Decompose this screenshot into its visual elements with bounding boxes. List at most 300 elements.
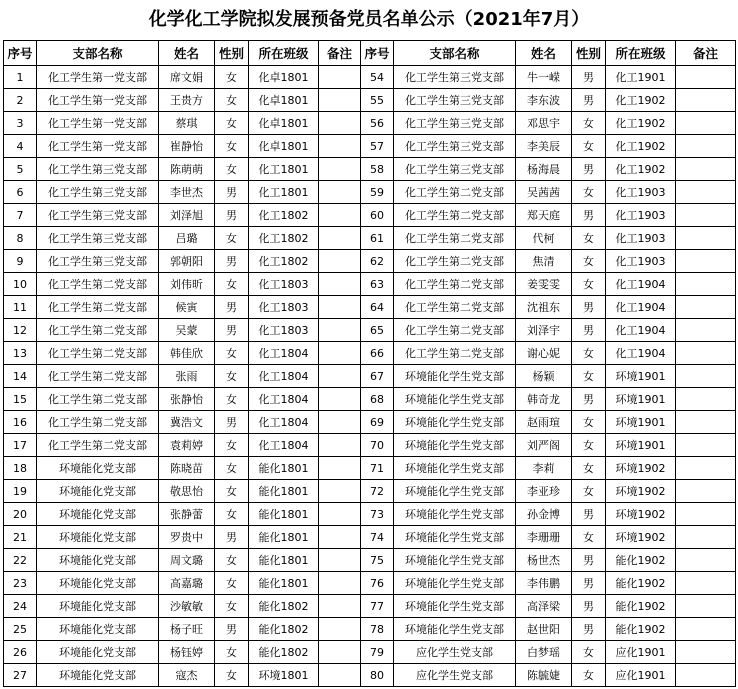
cell-name: 沙敏敏 [159, 595, 215, 618]
cell-class: 化工1804 [249, 365, 319, 388]
cell-name: 高嘉璐 [159, 572, 215, 595]
cell-branch: 化工学生第二党支部 [394, 204, 516, 227]
cell-remark [319, 342, 361, 365]
cell-name: 李珊珊 [516, 526, 572, 549]
table-row [4, 296, 736, 319]
cell-class: 能化1902 [606, 572, 676, 595]
cell-branch: 环境能化学生党支部 [394, 526, 516, 549]
cell-index: 56 [361, 112, 394, 135]
table-row [4, 135, 736, 158]
cell-index: 59 [361, 181, 394, 204]
cell-class: 化工1803 [249, 296, 319, 319]
cell-remark [319, 112, 361, 135]
cell-gender: 女 [215, 112, 249, 135]
cell-branch: 环境能化党支部 [37, 480, 159, 503]
cell-index: 61 [361, 227, 394, 250]
cell-gender: 女 [572, 457, 606, 480]
cell-class: 能化1801 [249, 572, 319, 595]
cell-gender: 男 [572, 66, 606, 89]
table-row [4, 273, 736, 296]
cell-name: 李世杰 [159, 181, 215, 204]
cell-branch: 化工学生第二党支部 [394, 342, 516, 365]
cell-remark [319, 89, 361, 112]
cell-name: 候寅 [159, 296, 215, 319]
cell-class: 环境1901 [606, 388, 676, 411]
cell-gender: 男 [572, 572, 606, 595]
cell-branch: 化工学生第三党支部 [394, 112, 516, 135]
cell-index: 23 [4, 572, 37, 595]
cell-remark [676, 618, 736, 641]
cell-index: 74 [361, 526, 394, 549]
cell-name: 寇杰 [159, 664, 215, 687]
cell-branch: 环境能化党支部 [37, 572, 159, 595]
cell-class: 化卓1801 [249, 66, 319, 89]
cell-remark [319, 549, 361, 572]
cell-class: 环境1902 [606, 503, 676, 526]
cell-name: 白梦瑶 [516, 641, 572, 664]
cell-class: 环境1901 [606, 434, 676, 457]
cell-remark [319, 457, 361, 480]
cell-name: 吕璐 [159, 227, 215, 250]
cell-remark [319, 273, 361, 296]
cell-branch: 化工学生第二党支部 [394, 296, 516, 319]
cell-index: 76 [361, 572, 394, 595]
cell-name: 孙金博 [516, 503, 572, 526]
cell-branch: 化工学生第二党支部 [394, 273, 516, 296]
cell-index: 12 [4, 319, 37, 342]
cell-remark [676, 273, 736, 296]
cell-gender: 男 [215, 411, 249, 434]
cell-gender: 男 [572, 89, 606, 112]
cell-gender: 男 [572, 618, 606, 641]
cell-class: 能化1802 [249, 641, 319, 664]
cell-index: 17 [4, 434, 37, 457]
cell-remark [319, 595, 361, 618]
cell-class: 能化1902 [606, 549, 676, 572]
table-row [4, 204, 736, 227]
cell-class: 化工1902 [606, 135, 676, 158]
cell-index: 7 [4, 204, 37, 227]
cell-index: 55 [361, 89, 394, 112]
cell-branch: 环境能化党支部 [37, 664, 159, 687]
cell-branch: 化工学生第二党支部 [394, 227, 516, 250]
cell-index: 77 [361, 595, 394, 618]
cell-remark [319, 526, 361, 549]
cell-name: 敬思怡 [159, 480, 215, 503]
cell-name: 张静蕾 [159, 503, 215, 526]
cell-gender: 女 [215, 572, 249, 595]
cell-class: 化工1903 [606, 204, 676, 227]
cell-gender: 女 [215, 89, 249, 112]
table-row [4, 66, 736, 89]
cell-gender: 女 [572, 181, 606, 204]
cell-gender: 女 [572, 227, 606, 250]
header-index: 序号 [361, 41, 394, 66]
cell-branch: 化工学生第三党支部 [394, 89, 516, 112]
cell-class: 化工1802 [249, 204, 319, 227]
cell-gender: 女 [572, 526, 606, 549]
table-row [4, 526, 736, 549]
cell-remark [319, 388, 361, 411]
cell-branch: 化工学生第三党支部 [37, 250, 159, 273]
cell-index: 66 [361, 342, 394, 365]
cell-gender: 女 [572, 434, 606, 457]
cell-gender: 男 [215, 181, 249, 204]
cell-class: 化卓1801 [249, 135, 319, 158]
cell-remark [319, 411, 361, 434]
cell-branch: 化工学生第二党支部 [394, 250, 516, 273]
cell-name: 杨钰婷 [159, 641, 215, 664]
cell-gender: 男 [215, 204, 249, 227]
cell-gender: 女 [215, 503, 249, 526]
cell-class: 能化1802 [249, 595, 319, 618]
cell-gender: 女 [572, 411, 606, 434]
header-gender: 性别 [572, 41, 606, 66]
cell-branch: 环境能化学生党支部 [394, 618, 516, 641]
cell-index: 18 [4, 457, 37, 480]
table-row [4, 664, 736, 687]
cell-name: 崔静怡 [159, 135, 215, 158]
cell-name: 李亚珍 [516, 480, 572, 503]
cell-branch: 环境能化学生党支部 [394, 457, 516, 480]
cell-index: 70 [361, 434, 394, 457]
cell-branch: 环境能化学生党支部 [394, 480, 516, 503]
cell-remark [319, 503, 361, 526]
cell-class: 应化1901 [606, 664, 676, 687]
cell-remark [319, 480, 361, 503]
cell-index: 72 [361, 480, 394, 503]
cell-index: 3 [4, 112, 37, 135]
cell-gender: 女 [215, 388, 249, 411]
cell-class: 环境1901 [606, 411, 676, 434]
cell-gender: 女 [215, 365, 249, 388]
cell-remark [676, 342, 736, 365]
cell-class: 能化1801 [249, 526, 319, 549]
cell-index: 14 [4, 365, 37, 388]
cell-index: 57 [361, 135, 394, 158]
cell-class: 化工1903 [606, 227, 676, 250]
cell-name: 吴蒙 [159, 319, 215, 342]
cell-gender: 女 [215, 227, 249, 250]
cell-branch: 化工学生第二党支部 [37, 342, 159, 365]
cell-remark [676, 204, 736, 227]
cell-branch: 应化学生党支部 [394, 641, 516, 664]
cell-gender: 男 [215, 618, 249, 641]
cell-class: 应化1901 [606, 641, 676, 664]
cell-name: 王贵方 [159, 89, 215, 112]
header-branch: 支部名称 [37, 41, 159, 66]
cell-index: 67 [361, 365, 394, 388]
table-row [4, 89, 736, 112]
table-row [4, 618, 736, 641]
cell-branch: 化工学生第二党支部 [37, 365, 159, 388]
cell-index: 71 [361, 457, 394, 480]
cell-index: 27 [4, 664, 37, 687]
table-row [4, 112, 736, 135]
cell-index: 20 [4, 503, 37, 526]
cell-index: 6 [4, 181, 37, 204]
cell-index: 8 [4, 227, 37, 250]
cell-remark [319, 204, 361, 227]
cell-name: 李莉 [516, 457, 572, 480]
cell-class: 化工1904 [606, 319, 676, 342]
table-row [4, 572, 736, 595]
cell-name: 刘严阁 [516, 434, 572, 457]
header-branch: 支部名称 [394, 41, 516, 66]
cell-name: 姜雯雯 [516, 273, 572, 296]
cell-remark [676, 641, 736, 664]
table-row [4, 158, 736, 181]
cell-gender: 女 [572, 342, 606, 365]
cell-index: 64 [361, 296, 394, 319]
cell-name: 张静怡 [159, 388, 215, 411]
cell-branch: 环境能化党支部 [37, 641, 159, 664]
cell-class: 能化1801 [249, 480, 319, 503]
cell-gender: 男 [215, 526, 249, 549]
cell-remark [676, 296, 736, 319]
cell-remark [676, 411, 736, 434]
cell-class: 化工1802 [249, 227, 319, 250]
cell-index: 22 [4, 549, 37, 572]
cell-index: 54 [361, 66, 394, 89]
header-name: 姓名 [159, 41, 215, 66]
cell-name: 刘泽旭 [159, 204, 215, 227]
roster-table [3, 40, 736, 687]
cell-name: 高泽梁 [516, 595, 572, 618]
cell-gender: 女 [572, 664, 606, 687]
cell-gender: 女 [215, 595, 249, 618]
cell-gender: 女 [215, 158, 249, 181]
cell-index: 73 [361, 503, 394, 526]
cell-remark [676, 480, 736, 503]
cell-class: 化工1903 [606, 250, 676, 273]
cell-branch: 化工学生第二党支部 [37, 411, 159, 434]
cell-index: 63 [361, 273, 394, 296]
cell-remark [676, 664, 736, 687]
cell-remark [676, 572, 736, 595]
table-row [4, 457, 736, 480]
cell-gender: 男 [572, 549, 606, 572]
cell-class: 环境1801 [249, 664, 319, 687]
cell-gender: 男 [572, 204, 606, 227]
cell-index: 25 [4, 618, 37, 641]
cell-gender: 女 [572, 112, 606, 135]
cell-gender: 男 [572, 319, 606, 342]
cell-name: 焦清 [516, 250, 572, 273]
table-row [4, 319, 736, 342]
cell-gender: 女 [215, 457, 249, 480]
cell-class: 化工1801 [249, 181, 319, 204]
cell-branch: 化工学生第二党支部 [37, 434, 159, 457]
header-name: 姓名 [516, 41, 572, 66]
cell-remark [676, 365, 736, 388]
table-row [4, 641, 736, 664]
cell-name: 郑天庭 [516, 204, 572, 227]
cell-remark [319, 158, 361, 181]
cell-remark [676, 250, 736, 273]
cell-name: 吴茜茜 [516, 181, 572, 204]
cell-branch: 化工学生第二党支部 [394, 181, 516, 204]
cell-branch: 环境能化学生党支部 [394, 503, 516, 526]
cell-class: 能化1902 [606, 595, 676, 618]
cell-class: 环境1902 [606, 457, 676, 480]
cell-name: 郭朝阳 [159, 250, 215, 273]
cell-remark [319, 135, 361, 158]
cell-gender: 男 [572, 595, 606, 618]
cell-remark [319, 296, 361, 319]
cell-branch: 环境能化学生党支部 [394, 549, 516, 572]
cell-branch: 化工学生第三党支部 [37, 227, 159, 250]
cell-class: 化工1804 [249, 342, 319, 365]
cell-index: 9 [4, 250, 37, 273]
cell-class: 化工1904 [606, 296, 676, 319]
header-gender: 性别 [215, 41, 249, 66]
cell-index: 60 [361, 204, 394, 227]
cell-index: 65 [361, 319, 394, 342]
cell-gender: 男 [572, 503, 606, 526]
table-row [4, 434, 736, 457]
cell-name: 牛一嵘 [516, 66, 572, 89]
cell-index: 16 [4, 411, 37, 434]
cell-remark [676, 457, 736, 480]
table-row [4, 388, 736, 411]
cell-gender: 女 [215, 273, 249, 296]
cell-name: 沈祖东 [516, 296, 572, 319]
header-row [4, 41, 736, 66]
cell-gender: 女 [215, 480, 249, 503]
cell-branch: 化工学生第三党支部 [37, 181, 159, 204]
cell-gender: 男 [572, 158, 606, 181]
cell-index: 11 [4, 296, 37, 319]
cell-name: 代柯 [516, 227, 572, 250]
cell-name: 杨子旺 [159, 618, 215, 641]
cell-gender: 男 [215, 319, 249, 342]
header-remark: 备注 [319, 41, 361, 66]
cell-class: 能化1801 [249, 549, 319, 572]
cell-remark [676, 319, 736, 342]
table-row [4, 250, 736, 273]
cell-remark [319, 66, 361, 89]
cell-remark [676, 112, 736, 135]
cell-class: 化工1902 [606, 158, 676, 181]
cell-name: 杨颖 [516, 365, 572, 388]
cell-gender: 女 [215, 549, 249, 572]
cell-branch: 应化学生党支部 [394, 664, 516, 687]
cell-class: 能化1801 [249, 503, 319, 526]
cell-gender: 女 [572, 250, 606, 273]
cell-index: 5 [4, 158, 37, 181]
cell-name: 陈毓婕 [516, 664, 572, 687]
cell-branch: 环境能化学生党支部 [394, 365, 516, 388]
cell-class: 能化1802 [249, 618, 319, 641]
cell-branch: 环境能化学生党支部 [394, 434, 516, 457]
cell-branch: 化工学生第三党支部 [37, 158, 159, 181]
cell-gender: 男 [215, 296, 249, 319]
cell-remark [319, 434, 361, 457]
cell-remark [676, 158, 736, 181]
cell-index: 68 [361, 388, 394, 411]
cell-remark [676, 89, 736, 112]
cell-index: 4 [4, 135, 37, 158]
cell-class: 化工1804 [249, 434, 319, 457]
cell-class: 化工1802 [249, 250, 319, 273]
page-title: 化学化工学院拟发展预备党员名单公示（2021年7月） [148, 9, 590, 30]
cell-class: 化工1903 [606, 181, 676, 204]
cell-branch: 化工学生第三党支部 [37, 204, 159, 227]
cell-gender: 女 [215, 135, 249, 158]
cell-gender: 女 [215, 66, 249, 89]
cell-remark [676, 227, 736, 250]
cell-branch: 化工学生第三党支部 [394, 66, 516, 89]
cell-index: 69 [361, 411, 394, 434]
cell-class: 能化1902 [606, 618, 676, 641]
table-row [4, 503, 736, 526]
cell-index: 19 [4, 480, 37, 503]
cell-branch: 化工学生第二党支部 [37, 388, 159, 411]
cell-index: 15 [4, 388, 37, 411]
cell-name: 刘泽宇 [516, 319, 572, 342]
cell-remark [319, 250, 361, 273]
cell-gender: 女 [572, 480, 606, 503]
cell-branch: 环境能化党支部 [37, 526, 159, 549]
cell-gender: 女 [572, 135, 606, 158]
cell-branch: 环境能化学生党支部 [394, 572, 516, 595]
table-row [4, 411, 736, 434]
cell-remark [319, 572, 361, 595]
cell-name: 罗贵中 [159, 526, 215, 549]
cell-remark [676, 526, 736, 549]
table-row [4, 181, 736, 204]
cell-gender: 女 [215, 342, 249, 365]
cell-name: 谢心妮 [516, 342, 572, 365]
cell-class: 化卓1801 [249, 89, 319, 112]
cell-branch: 环境能化党支部 [37, 503, 159, 526]
cell-gender: 女 [215, 641, 249, 664]
cell-branch: 化工学生第二党支部 [37, 296, 159, 319]
cell-name: 蔡琪 [159, 112, 215, 135]
cell-name: 邓思宇 [516, 112, 572, 135]
cell-gender: 女 [572, 365, 606, 388]
cell-branch: 环境能化学生党支部 [394, 595, 516, 618]
table-row [4, 595, 736, 618]
cell-gender: 女 [572, 273, 606, 296]
cell-class: 化工1803 [249, 319, 319, 342]
cell-remark [676, 135, 736, 158]
cell-name: 李伟鹏 [516, 572, 572, 595]
cell-index: 24 [4, 595, 37, 618]
header-remark: 备注 [676, 41, 736, 66]
cell-name: 陈晓苗 [159, 457, 215, 480]
cell-remark [319, 641, 361, 664]
cell-name: 杨世杰 [516, 549, 572, 572]
cell-branch: 环境能化党支部 [37, 595, 159, 618]
cell-remark [676, 595, 736, 618]
cell-branch: 化工学生第二党支部 [37, 319, 159, 342]
cell-branch: 环境能化学生党支部 [394, 388, 516, 411]
cell-name: 张雨 [159, 365, 215, 388]
cell-index: 10 [4, 273, 37, 296]
cell-class: 化工1904 [606, 273, 676, 296]
cell-class: 环境1901 [606, 365, 676, 388]
cell-branch: 化工学生第三党支部 [394, 158, 516, 181]
table-row [4, 365, 736, 388]
cell-remark [676, 181, 736, 204]
cell-remark [676, 434, 736, 457]
cell-class: 化工1902 [606, 112, 676, 135]
cell-name: 韩奇龙 [516, 388, 572, 411]
cell-index: 75 [361, 549, 394, 572]
cell-remark [319, 365, 361, 388]
